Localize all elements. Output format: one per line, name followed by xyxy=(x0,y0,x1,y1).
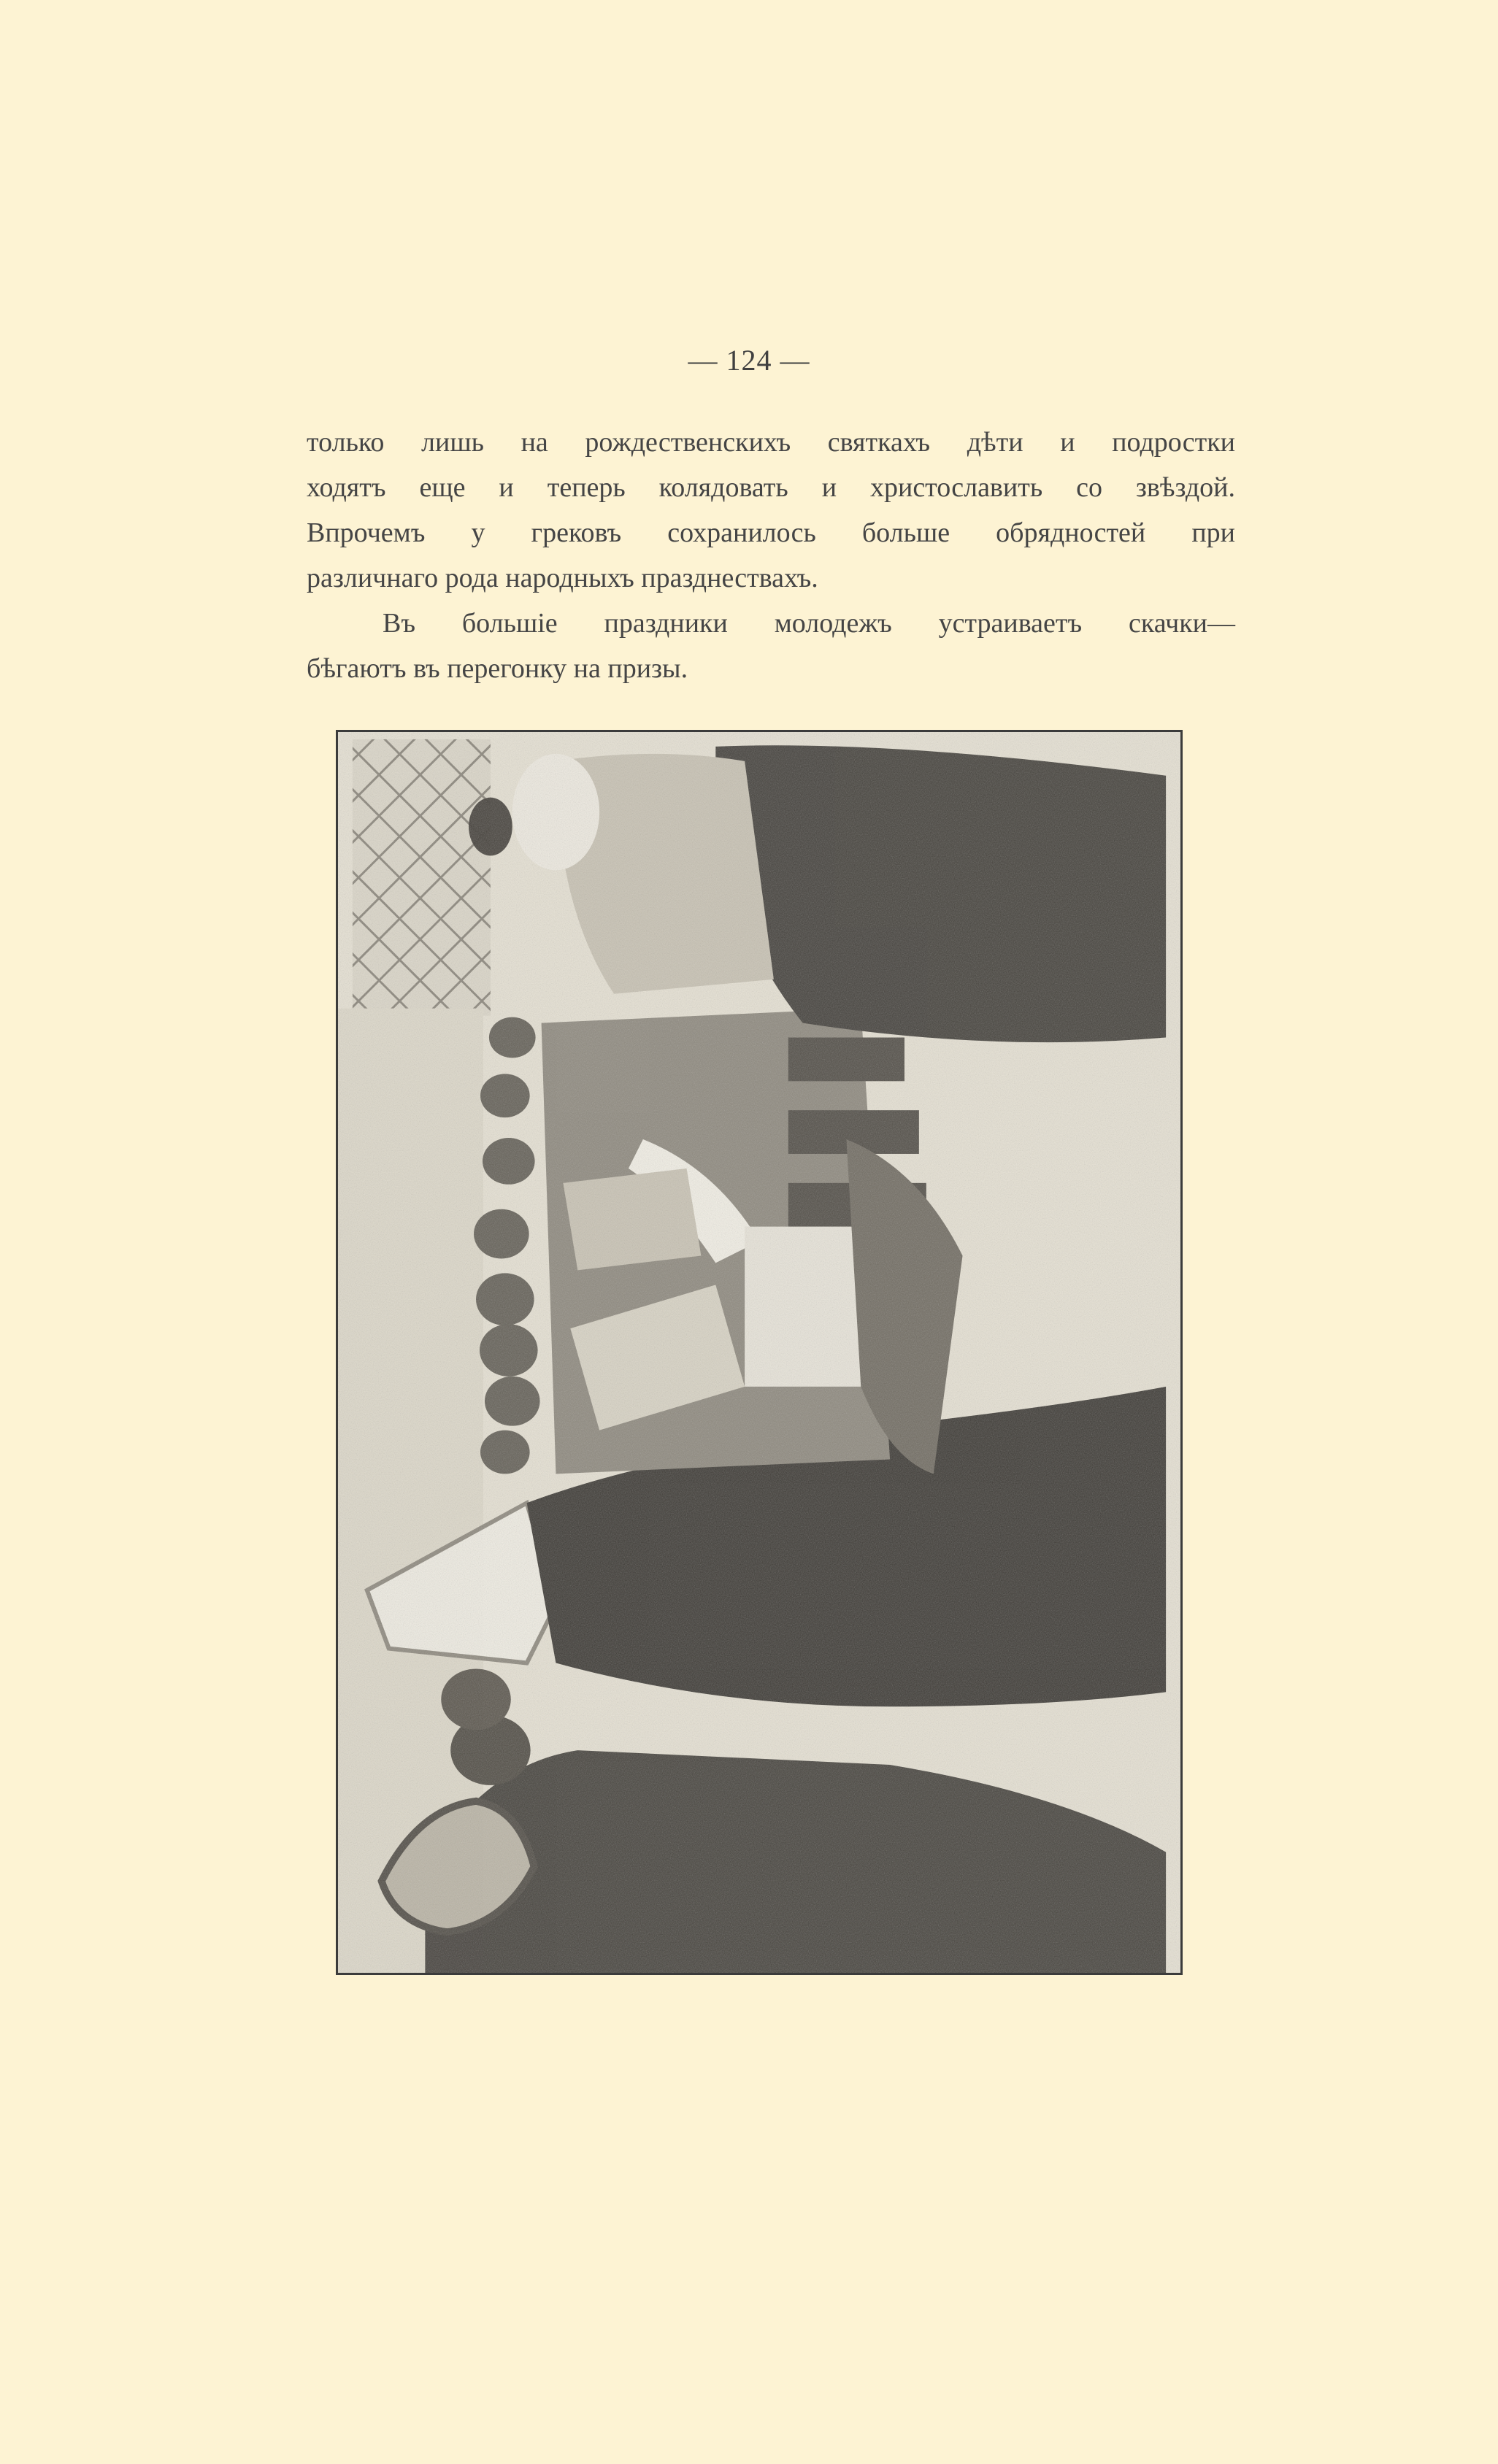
paragraph-2 xyxy=(307,601,1235,691)
text-line: бѣгаютъ въ перегонку на призы. xyxy=(307,653,688,684)
group-photo-illustration xyxy=(338,732,1180,1973)
body-text xyxy=(307,420,1235,691)
text-line: Впрочемъ у грековъ сохранилось больше обрядностей при xyxy=(307,517,1235,548)
page-number: — 124 — xyxy=(688,344,810,377)
text-line: ходятъ еще и теперь колядовать и христославить со звѣздой. xyxy=(307,472,1235,503)
photograph xyxy=(336,730,1183,1975)
text-line: различнаго рода народныхъ празднествахъ. xyxy=(307,563,818,593)
text-line: Въ большіе праздники молодежъ устраиваетъ скачки— xyxy=(383,608,1235,639)
paragraph-1 xyxy=(307,420,1235,601)
text-line: только лишь на рождественскихъ святкахъ дѣти и подростки xyxy=(307,427,1235,458)
